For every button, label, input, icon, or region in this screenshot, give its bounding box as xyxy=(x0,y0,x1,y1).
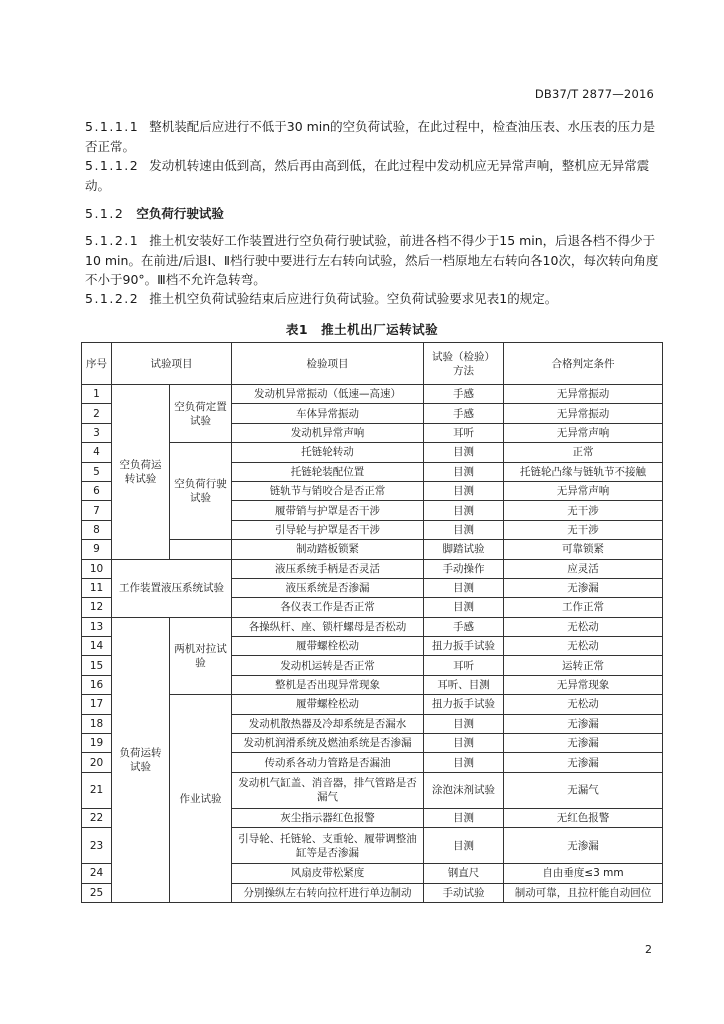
row-number: 11 xyxy=(82,578,112,597)
test-method: 目测 xyxy=(424,578,504,597)
test-method: 涂泡沫剂试验 xyxy=(424,772,504,808)
check-item: 托链轮装配位置 xyxy=(232,462,424,481)
row-number: 9 xyxy=(82,540,112,559)
table-row xyxy=(82,695,663,714)
subgroup-pull: 两机对拉试验 xyxy=(170,617,232,695)
paragraph-5-1-2-2 xyxy=(85,289,660,309)
row-number: 8 xyxy=(82,520,112,539)
row-number: 16 xyxy=(82,675,112,694)
row-number: 25 xyxy=(82,883,112,902)
section-title: 空负荷行驶试验 xyxy=(136,206,224,221)
criteria: 无渗漏 xyxy=(504,714,663,733)
criteria: 无干涉 xyxy=(504,520,663,539)
paragraph-5-1-1-1 xyxy=(85,117,660,156)
page-number: 2 xyxy=(645,943,652,956)
test-method: 目测 xyxy=(424,808,504,827)
row-number: 3 xyxy=(82,423,112,442)
test-method: 目测 xyxy=(424,462,504,481)
row-number: 12 xyxy=(82,598,112,617)
criteria: 无松动 xyxy=(504,617,663,636)
row-number: 20 xyxy=(82,753,112,772)
header-seq: 序号 xyxy=(82,343,112,385)
section-number: 5.1.2 xyxy=(85,206,125,221)
criteria: 无异常现象 xyxy=(504,675,663,694)
check-item: 发动机气缸盖、消音器，排气管路是否漏气 xyxy=(232,772,424,808)
clause-text: 整机装配后应进行不低于30 min的空负荷试验，在此过程中，检查油压表、水压表的压力是否正常。 xyxy=(85,119,656,154)
test-method: 手感 xyxy=(424,404,504,423)
row-number: 22 xyxy=(82,808,112,827)
paragraph-5-1-2-1 xyxy=(85,231,660,290)
check-item: 发动机异常振动（低速—高速） xyxy=(232,385,424,404)
check-item: 传动系各动力管路是否漏油 xyxy=(232,753,424,772)
criteria: 无漏气 xyxy=(504,772,663,808)
row-number: 19 xyxy=(82,734,112,753)
criteria: 托链轮凸缘与链轨节不接触 xyxy=(504,462,663,481)
clause-number: 5.1.2.1 xyxy=(85,233,140,248)
clause-text: 发动机转速由低到高，然后再由高到低，在此过程中发动机应无异常声响，整机应无异常震动。 xyxy=(85,158,650,193)
group-hydraulic: 工作装置液压系统试验 xyxy=(112,559,232,617)
row-number: 21 xyxy=(82,772,112,808)
clause-number: 5.1.2.2 xyxy=(85,291,140,306)
table-row xyxy=(82,385,663,404)
clause-number: 5.1.1.2 xyxy=(85,158,140,173)
row-number: 2 xyxy=(82,404,112,423)
check-item: 液压系统手柄是否灵活 xyxy=(232,559,424,578)
paragraph-5-1-1-2 xyxy=(85,156,660,195)
criteria: 无松动 xyxy=(504,695,663,714)
check-item: 各操纵杆、座、锁杆螺母是否松动 xyxy=(232,617,424,636)
row-number: 15 xyxy=(82,656,112,675)
clause-text: 推土机安装好工作装置进行空负荷行驶试验，前进各档不得少于15 min，后退各档不得少于10 min。在前进/后退Ⅰ、Ⅱ档行驶中要进行左右转向试验，然后一档原地左右转向各10次，每次转向角度不小于90°。Ⅲ档不允许急转弯。 xyxy=(85,233,659,287)
criteria: 无异常声响 xyxy=(504,481,663,500)
criteria: 工作正常 xyxy=(504,598,663,617)
check-item: 发动机异常声响 xyxy=(232,423,424,442)
check-item: 发动机润滑系统及燃油系统是否渗漏 xyxy=(232,734,424,753)
group-load: 负荷运转试验 xyxy=(112,617,170,902)
header-method: 试验（检验）方法 xyxy=(424,343,504,385)
row-number: 23 xyxy=(82,828,112,864)
subgroup-work: 作业试验 xyxy=(170,695,232,903)
criteria: 无渗漏 xyxy=(504,828,663,864)
check-item: 履带销与护罩是否干涉 xyxy=(232,501,424,520)
check-item: 发动机散热器及冷却系统是否漏水 xyxy=(232,714,424,733)
check-item: 各仪表工作是否正常 xyxy=(232,598,424,617)
test-method: 目测 xyxy=(424,443,504,462)
row-number: 10 xyxy=(82,559,112,578)
criteria: 运转正常 xyxy=(504,656,663,675)
criteria: 制动可靠，且拉杆能自动回位 xyxy=(504,883,663,902)
subgroup-stationary: 空负荷定置试验 xyxy=(170,385,232,443)
criteria: 无渗漏 xyxy=(504,753,663,772)
test-method: 目测 xyxy=(424,598,504,617)
test-method: 耳听 xyxy=(424,423,504,442)
criteria: 应灵活 xyxy=(504,559,663,578)
criteria: 无松动 xyxy=(504,637,663,656)
check-item: 灰尘指示器红色报警 xyxy=(232,808,424,827)
row-number: 24 xyxy=(82,864,112,883)
criteria: 无渗漏 xyxy=(504,578,663,597)
row-number: 1 xyxy=(82,385,112,404)
test-method: 手动操作 xyxy=(424,559,504,578)
row-number: 13 xyxy=(82,617,112,636)
row-number: 17 xyxy=(82,695,112,714)
test-method: 目测 xyxy=(424,714,504,733)
row-number: 5 xyxy=(82,462,112,481)
criteria: 自由垂度≤3 mm xyxy=(504,864,663,883)
test-method: 手感 xyxy=(424,385,504,404)
table-row xyxy=(82,443,663,462)
criteria: 无干涉 xyxy=(504,501,663,520)
clause-number: 5.1.1.1 xyxy=(85,119,140,134)
table-row xyxy=(82,617,663,636)
check-item: 发动机运转是否正常 xyxy=(232,656,424,675)
test-method: 脚踏试验 xyxy=(424,540,504,559)
header-check-item: 检验项目 xyxy=(232,343,424,385)
row-number: 14 xyxy=(82,637,112,656)
row-number: 4 xyxy=(82,443,112,462)
group-no-load: 空负荷运转试验 xyxy=(112,385,170,560)
test-method: 目测 xyxy=(424,520,504,539)
criteria: 可靠锁紧 xyxy=(504,540,663,559)
test-method: 目测 xyxy=(424,753,504,772)
test-method: 手动试验 xyxy=(424,883,504,902)
test-method: 手感 xyxy=(424,617,504,636)
criteria: 正常 xyxy=(504,443,663,462)
check-item: 引导轮与护罩是否干涉 xyxy=(232,520,424,539)
table-caption: 表1 推土机出厂运转试验 xyxy=(285,322,439,337)
header-criteria: 合格判定条件 xyxy=(504,343,663,385)
test-method: 耳听、目测 xyxy=(424,675,504,694)
test-method: 目测 xyxy=(424,828,504,864)
criteria: 无异常振动 xyxy=(504,385,663,404)
check-item: 履带螺栓松动 xyxy=(232,695,424,714)
criteria: 无红色报警 xyxy=(504,808,663,827)
test-method: 目测 xyxy=(424,734,504,753)
check-item: 托链轮转动 xyxy=(232,443,424,462)
test-table xyxy=(81,342,663,903)
document-id: DB37/T 2877—2016 xyxy=(534,87,654,101)
test-method: 耳听 xyxy=(424,656,504,675)
test-method: 钢直尺 xyxy=(424,864,504,883)
check-item: 液压系统是否渗漏 xyxy=(232,578,424,597)
row-number: 18 xyxy=(82,714,112,733)
test-method: 目测 xyxy=(424,501,504,520)
clause-text: 推土机空负荷试验结束后应进行负荷试验。空负荷试验要求见表1的规定。 xyxy=(149,291,558,306)
table-header-row xyxy=(82,343,663,385)
check-item: 链轨节与销咬合是否正常 xyxy=(232,481,424,500)
check-item: 制动踏板锁紧 xyxy=(232,540,424,559)
row-number: 6 xyxy=(82,481,112,500)
check-item: 履带螺栓松动 xyxy=(232,637,424,656)
check-item: 分别操纵左右转向拉杆进行单边制动 xyxy=(232,883,424,902)
subgroup-driving: 空负荷行驶试验 xyxy=(170,443,232,540)
header-test-item: 试验项目 xyxy=(112,343,232,385)
criteria: 无异常声响 xyxy=(504,423,663,442)
table-row xyxy=(82,559,663,578)
row-number: 7 xyxy=(82,501,112,520)
table-row xyxy=(82,540,663,559)
check-item: 风扇皮带松紧度 xyxy=(232,864,424,883)
check-item: 引导轮、托链轮、支重轮、履带调整油缸等是否渗漏 xyxy=(232,828,424,864)
subgroup-empty xyxy=(170,540,232,559)
section-heading xyxy=(85,204,224,222)
criteria: 无异常振动 xyxy=(504,404,663,423)
criteria: 无渗漏 xyxy=(504,734,663,753)
test-method: 目测 xyxy=(424,481,504,500)
check-item: 车体异常振动 xyxy=(232,404,424,423)
check-item: 整机是否出现异常现象 xyxy=(232,675,424,694)
test-method: 扭力扳手试验 xyxy=(424,637,504,656)
test-method: 扭力扳手试验 xyxy=(424,695,504,714)
